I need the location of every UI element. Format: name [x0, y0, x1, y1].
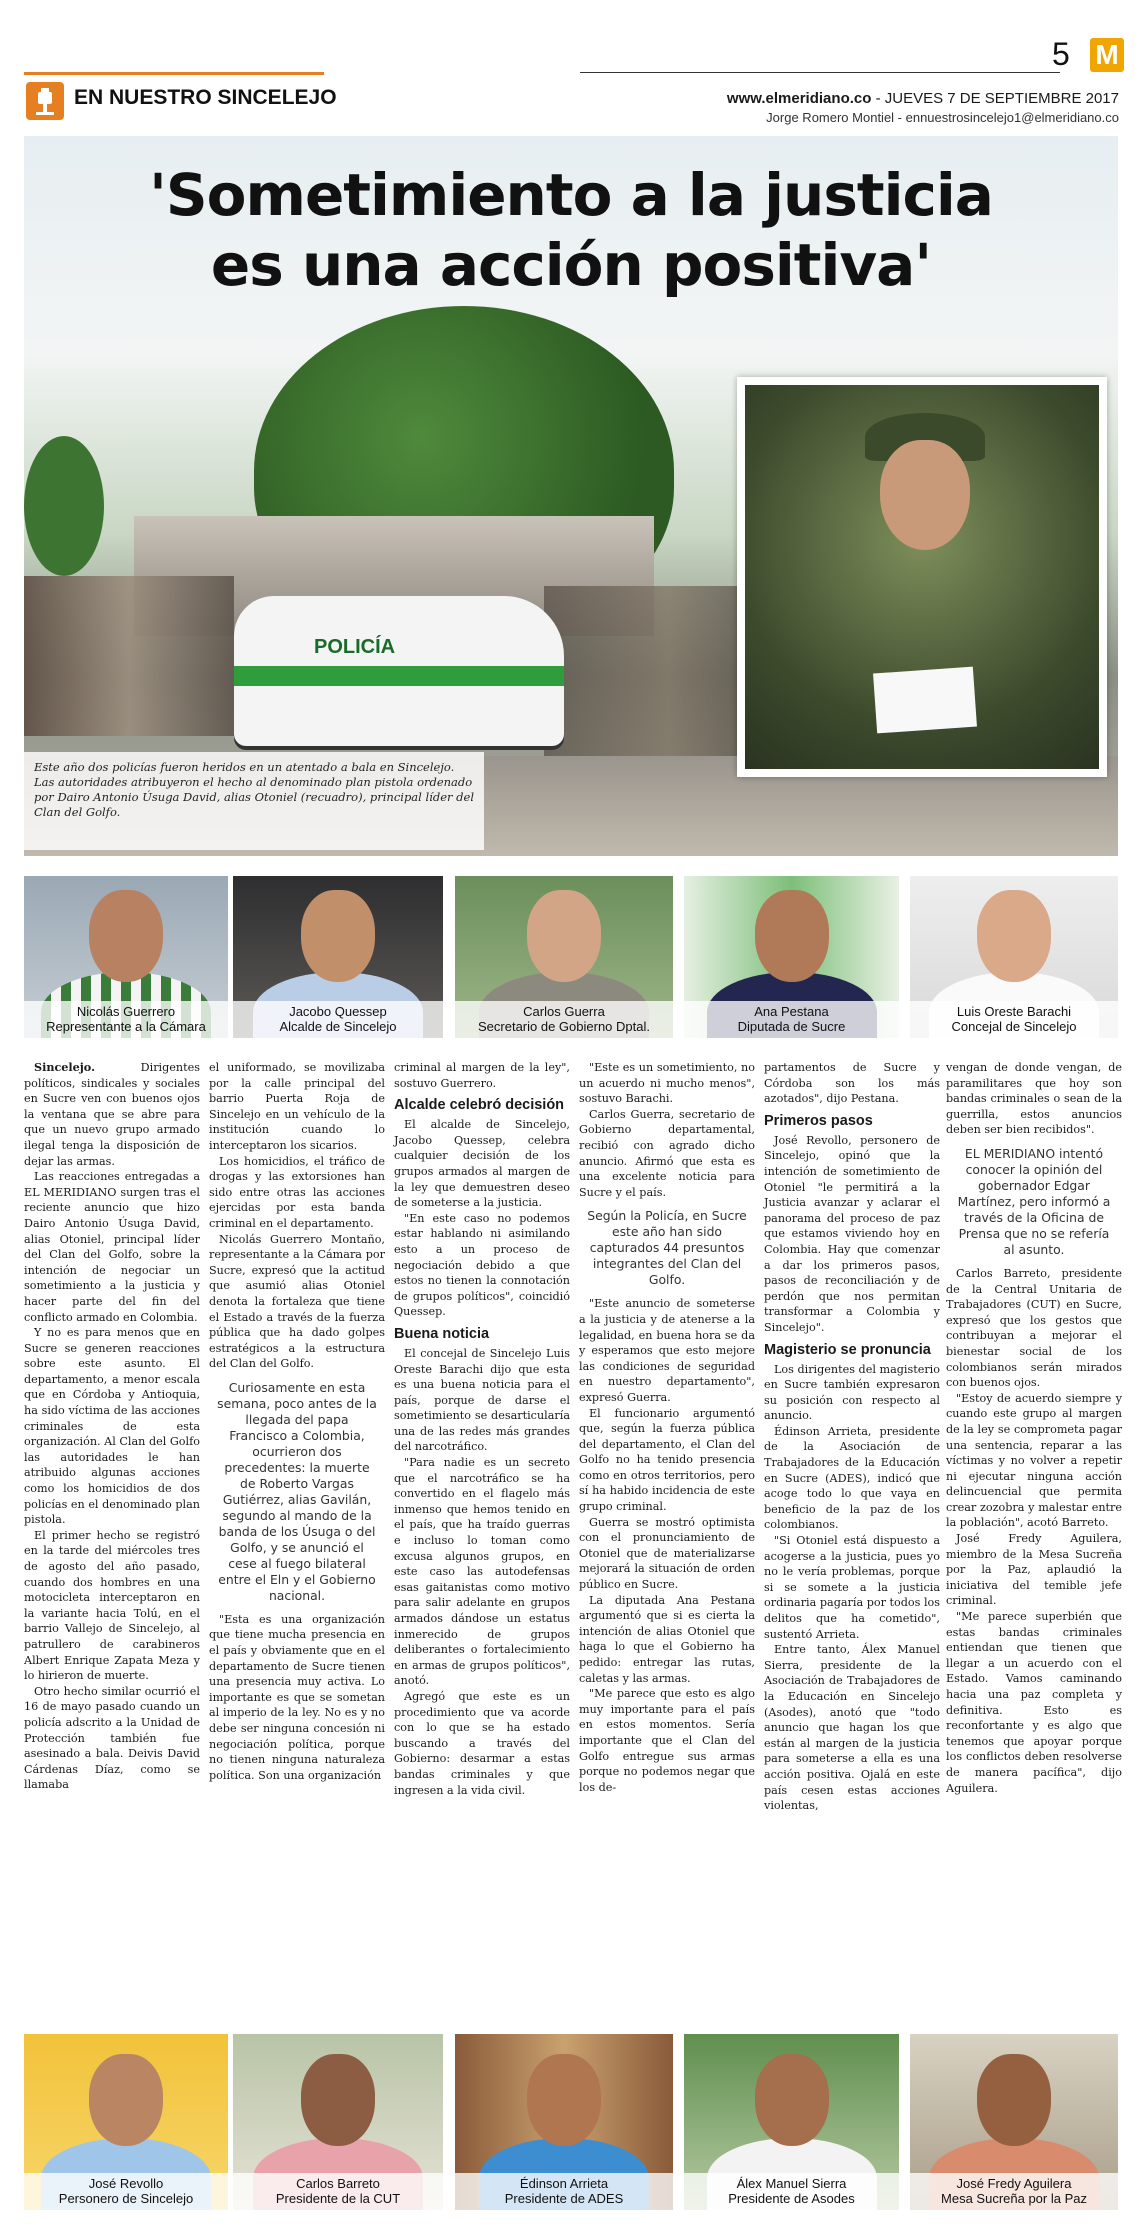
article-paragraph: Nicolás Guerrero Montaño, representante a la Cámara por Sucre, expresó que la actitud que asumió alias Otoniel denota la fortaleza que tiene el Estado a través de la fuerza pública que ha dado golpes estratégicos a la estructura del Clan del Golfo. — [209, 1232, 385, 1371]
portrait-bottom-3 — [455, 2034, 673, 2210]
inset-photo — [737, 377, 1107, 777]
portrait-face — [89, 2054, 163, 2146]
portrait-caption — [910, 1001, 1118, 1038]
article-column-3 — [394, 1060, 570, 1798]
portrait-top-4 — [684, 876, 899, 1038]
article-paragraph: Carlos Barreto, presidente de la Central Unitaria de Trabajadores (CUT) en Sucre, expresó que los gestos que contribuyan a mejorar el bienestar social de los colombianos serán mirados con buenos ojos. — [946, 1266, 1122, 1390]
portrait-face — [527, 890, 601, 982]
article-paragraph: criminal al margen de la ley", sostuvo Guerrero. — [394, 1061, 570, 1090]
portrait-role: Presidente de Asodes — [728, 2191, 855, 2206]
portrait-caption — [24, 2173, 228, 2210]
portrait-name: Carlos Guerra — [523, 1004, 605, 1019]
article-paragraph: José Fredy Aguilera, miembro de la Mesa Sucreña por la Paz, aplaudió la iniciativa del temible jefe criminal. — [946, 1532, 1122, 1608]
article-paragraph: "En este caso no podemos estar hablando ni asimilando esto a un proceso de negociación debido a que estos no tienen la connotación de grupos políticos", coincidió Quessep. — [394, 1211, 570, 1319]
article-paragraph: Entre tanto, Álex Manuel Sierra, presidente de la Asociación de Trabajadores de la Educación en Sincelejo (Asodes), anotó que "todo anuncio que hagan los que están al margen de la justicia para someterse a ella es una acción positiva. Ojalá en este país cesen estas acciones violentas, — [764, 1643, 940, 1813]
portrait-role: Secretario de Gobierno Dptal. — [478, 1019, 650, 1034]
article-paragraph: "Este es un sometimiento, no un acuerdo ni mucho menos", sostuvo Barachi. — [579, 1061, 755, 1106]
article-text: Dirigentes políticos, sindicales y sociales en Sucre ven con buenos ojos la ventana que se abre para que un nuevo grupo armado ilegal tenga la disposición de dejar las armas. — [24, 1061, 200, 1168]
article-column-6 — [946, 1060, 1122, 1796]
portrait-top-5 — [910, 876, 1118, 1038]
headline-line-2: es una acción positiva' — [210, 231, 932, 299]
header-rule-left — [24, 72, 324, 75]
tree-shape-left — [24, 436, 104, 576]
portrait-face — [977, 2054, 1051, 2146]
portrait-caption — [684, 1001, 899, 1038]
header-rule-right — [580, 72, 1060, 73]
article-paragraph: Las reacciones entregadas a EL MERIDIANO surgen tras el reciente anuncio que hizo Dairo Antonio Úsuga David, alias Otoniel, principal líder del Clan del Golfo, sobre la intención de negociar un sometimiento a la justicia y hacer parte del fin del conflicto armado en Colombia. — [24, 1170, 200, 1324]
article-paragraph: El concejal de Sincelejo Luis Oreste Barachi dijo que esta es una buena noticia para el país, porque de darse el sometimiento se desarticularía una de las redes más grandes del narcotráfico. — [394, 1346, 570, 1454]
article-paragraph: partamentos de Sucre y Córdoba son los más azotados", dijo Pestana. — [764, 1061, 940, 1106]
portrait-face — [977, 890, 1051, 982]
subheading: Buena noticia — [394, 1325, 490, 1342]
headline-line-1: 'Sometimiento a la justicia — [149, 161, 993, 229]
crowd-shape — [24, 576, 234, 736]
inset-face-shape — [880, 440, 970, 550]
article-paragraph: el uniformado, se movilizaba por la calle principal del barrio Puerta Roja de Sincelejo en un vehículo de la institución cuando lo interceptaron los sicarios. — [209, 1061, 385, 1152]
article-paragraph: José Revollo, personero de Sincelejo, opinó que la intención de sometimiento de Otoniel "le permitirá a la Justicia avanzar y aclarar el panorama del proceso de paz que estamos viviendo hoy en Colombia. Hay que comenzar a dar los primeros pasos, pasos de reconciliación y de perdón que nos permitan transformar a Colombia y Sincelejo". — [764, 1133, 940, 1334]
site-url[interactable]: www.elmeridiano.co — [726, 90, 872, 107]
portrait-caption — [233, 2173, 443, 2210]
portrait-face — [755, 2054, 829, 2146]
portrait-name: Álex Manuel Sierra — [736, 2176, 847, 2191]
portrait-caption — [233, 1001, 443, 1038]
article-paragraph: "Si Otoniel está dispuesto a acogerse a la justicia, pues yo no le vería problemas, porque si se somete a la justicia ordinaria pagaría por todos los delitos que ha cometido", sustentó Arrieta. — [764, 1534, 940, 1641]
article-column-4 — [579, 1060, 755, 1795]
portrait-name: José Fredy Aguilera — [956, 2176, 1072, 2191]
police-car-label: POLICÍA — [314, 636, 396, 658]
portrait-bottom-1 — [24, 2034, 228, 2210]
article-paragraph: Y no es para menos que en Sucre se generen reacciones sobre este asunto. El departamento, a menor escala que en Córdoba y Antioquia, ha sido víctima de las acciones criminales de esta organización. Al Clan del Golfo las autoridades le han atribuido algunas acciones como los homicidios de dos policías en el denominado plan pistola. — [24, 1326, 200, 1527]
article-paragraph: "Para nadie es un secreto que el narcotráfico se ha convertido en el flagelo más inmenso que hemos tenido en el país, que ha traído guerras e incluso lo toman como excusa algunos grupos, en este caso las autodefensas esas gaitanistas como motivo para salir adelante en grupos armados dándose un estatus inmerecido de grupos deliberantes o fortalecimiento en armas de grupos políticos", anotó. — [394, 1456, 570, 1688]
portrait-name: Ana Pestana — [754, 1004, 829, 1019]
article-paragraph: "Me parece superbién que estas bandas criminales entiendan que tienen que llegar a un acuerdo con el Estado. Vamos caminando hacia una paz completa y definitiva. Esto es reconfortante y es algo que tenemos que apoyar porque los conflictos deben resolverse de manera pacífica", dijo Aguilera. — [946, 1610, 1122, 1795]
portrait-caption — [455, 2173, 673, 2210]
portrait-name: Jacobo Quessep — [289, 1004, 387, 1019]
portrait-top-2 — [233, 876, 443, 1038]
article-paragraph: La diputada Ana Pestana argumentó que si es cierta la intención de alias Otoniel que haga lo que el Gobierno ha pedido: entregar las rutas, caletas y las armas. — [579, 1593, 755, 1685]
article-paragraph — [24, 1060, 200, 1169]
portrait-caption — [910, 2173, 1118, 2210]
portrait-role: Diputada de Sucre — [737, 1019, 846, 1034]
page-number: 5 — [1052, 36, 1070, 72]
pull-quote: Según la Policía, en Sucre este año han sido capturados 44 presuntos integrantes del Clan del Golfo. — [587, 1208, 747, 1288]
portrait-bottom-4 — [684, 2034, 899, 2210]
portrait-name: Carlos Barreto — [296, 2176, 380, 2191]
portrait-caption — [24, 1001, 228, 1038]
portrait-top-1 — [24, 876, 228, 1038]
inset-photo-image — [745, 385, 1099, 769]
edition-date: - JUEVES 7 DE SEPTIEMBRE 2017 — [871, 90, 1119, 107]
police-car-stripe — [234, 666, 564, 686]
article-paragraph: El funcionario argumentó que, según la fuerza pública del departamento, el Clan del Golfo no ha tenido presencia como en otros territorios, pero sí ha habido incidencia de este grupo criminal. — [579, 1406, 755, 1514]
subheading: Primeros pasos — [764, 1112, 873, 1129]
inset-paper-shape — [873, 667, 977, 734]
portrait-name: Nicolás Guerrero — [76, 1004, 176, 1019]
portrait-role: Mesa Sucreña por la Paz — [941, 2191, 1087, 2206]
article-paragraph: Édinson Arrieta, presidente de la Asociación de Trabajadores de la Educación en Sucre (ADES), indicó que acoge todo lo que vaya en beneficio de la paz de los colombianos. — [764, 1424, 940, 1532]
lamp-icon — [26, 82, 64, 120]
portrait-face — [301, 2054, 375, 2146]
portrait-name: José Revollo — [88, 2176, 164, 2191]
article-column-2 — [209, 1060, 385, 1783]
portrait-face — [755, 890, 829, 982]
headline — [24, 160, 1118, 300]
article-paragraph: "Esta es una organización que tiene mucha presencia en el país y obviamente que en el departamento de Sucre tienen una presencia muy activa. Lo importante es que se sometan al imperio de la ley. No es y no debe ser ninguna concesión ni negociación política, porque no tienen ninguna naturaleza política. Son una organización — [209, 1612, 385, 1782]
article-paragraph: "Estoy de acuerdo siempre y cuando este grupo al margen de la ley se comprometa pagar una sentencia, reparar a las víctimas y no volver a repetir ni ejecutar ninguna acción delincuencial que permita crear zozobra y malestar entre la población", acotó Barreto. — [946, 1391, 1122, 1530]
portrait-name: Luis Oreste Barachi — [956, 1004, 1072, 1019]
newspaper-logo: M — [1090, 38, 1124, 72]
portrait-caption — [455, 1001, 673, 1038]
article-paragraph: Guerra se mostró optimista con el pronunciamiento de Otoniel que de materializarse mejorará la situación de orden público en Sucre. — [579, 1515, 755, 1592]
article-paragraph: Otro hecho similar ocurrió el 16 de mayo pasado cuando un policía adscrito a la Unidad de Protección también fue asesinado a bala. Deivis David Cárdenas Díaz, como se llamaba — [24, 1684, 200, 1792]
portrait-bottom-5 — [910, 2034, 1118, 2210]
portrait-name: Édinson Arrieta — [519, 2176, 609, 2191]
article-paragraph: "Me parece que esto es algo muy importante para el país en estos momentos. Sería importante que el Clan del Golfo entregue sus armas porque no podemos negar que los de- — [579, 1687, 755, 1794]
portrait-top-3 — [455, 876, 673, 1038]
article-paragraph: "Este anuncio de someterse a la justicia y de atenerse a la legalidad, en buena hora se da y esperamos que esto mejore las condiciones de seguridad en nuestro departamento", expresó Guerra. — [579, 1297, 755, 1404]
portrait-role: Representante a la Cámara — [46, 1019, 206, 1034]
article-paragraph: El primer hecho se registró en la tarde del miércoles tres de agosto del año pasado, cuando dos hombres en una motocicleta interceptaron en la variante hacia Tolú, en el barrio Vallejo de Sincelejo, al patrullero de carabineros Albert Enrique Zapata Meza y lo hirieron de muerte. — [24, 1528, 200, 1683]
subheading: Alcalde celebró decisión — [394, 1097, 565, 1114]
article-column-1 — [24, 1060, 200, 1793]
portrait-caption — [684, 2173, 899, 2210]
article-paragraph: vengan de donde vengan, de paramilitares que hoy son bandas criminales o sean de la guerrilla, estos anuncios deben ser bien recibidos". — [946, 1061, 1122, 1137]
article-paragraph: El alcalde de Sincelejo, Jacobo Quessep, celebra cualquier decisión de los grupos armados al margen de la ley que demuestren deseo de someterse a la justicia. — [394, 1118, 570, 1210]
header-url-line — [727, 90, 1119, 107]
portrait-role: Personero de Sincelejo — [58, 2191, 194, 2206]
author-line: Jorge Romero Montiel - ennuestrosincelejo1@elmeridiano.co — [766, 110, 1119, 125]
portrait-face — [89, 890, 163, 982]
pull-quote: Curiosamente en esta semana, poco antes de la llegada del papa Francisco a Colombia, ocurrieron dos precedentes: la muerte de Roberto Vargas Gutiérrez, alias Gavilán, segundo al mando de la banda de los Úsuga o del Golfo, y se anunció el cese al fuego bilateral entre el Eln y el Gobierno nacional. — [217, 1379, 377, 1603]
portrait-face — [301, 890, 375, 982]
hero-caption: Este año dos policías fueron heridos en un atentado a bala en Sincelejo. Las autoridades atribuyeron el hecho al denominado plan pistola ordenado por Dairo Antonio Úsuga David, alias Otoniel (recuadro), principal líder del Clan del Golfo. — [24, 752, 484, 850]
portrait-role: Concejal de Sincelejo — [951, 1019, 1077, 1034]
pull-quote: EL MERIDIANO intentó conocer la opinión del gobernador Edgar Martínez, pero informó a través de la Oficina de Prensa que no se refería al asunto. — [957, 1145, 1111, 1257]
article-paragraph: Carlos Guerra, secretario de Gobierno departamental, recibió con agrado dicho anuncio. Afirmó que esta es una excelente noticia para Sucre y el país. — [579, 1107, 755, 1199]
section-title: EN NUESTRO SINCELEJO — [74, 86, 337, 109]
article-paragraph: Los homicidios, el tráfico de drogas y las extorsiones han sido entre otras las acciones ejercidas por esta banda criminal en el departamento. — [209, 1154, 385, 1230]
portrait-role: Presidente de la CUT — [275, 2191, 401, 2206]
article-paragraph: Agregó que este es un procedimiento que va acorde con lo que se ha estado buscando a través del Gobierno: desarmar a estas bandas criminales y que ingresen a la vida civil. — [394, 1689, 570, 1797]
portrait-role: Alcalde de Sincelejo — [279, 1019, 397, 1034]
portrait-face — [527, 2054, 601, 2146]
portrait-role: Presidente de ADES — [504, 2191, 624, 2206]
portrait-bottom-2 — [233, 2034, 443, 2210]
dateline: Sincelejo. — [34, 1060, 95, 1074]
subheading: Magisterio se pronuncia — [764, 1341, 931, 1358]
article-paragraph: Los dirigentes del magisterio en Sucre también expresaron su posición con respecto al anuncio. — [764, 1362, 940, 1423]
article-column-5 — [764, 1060, 940, 1814]
